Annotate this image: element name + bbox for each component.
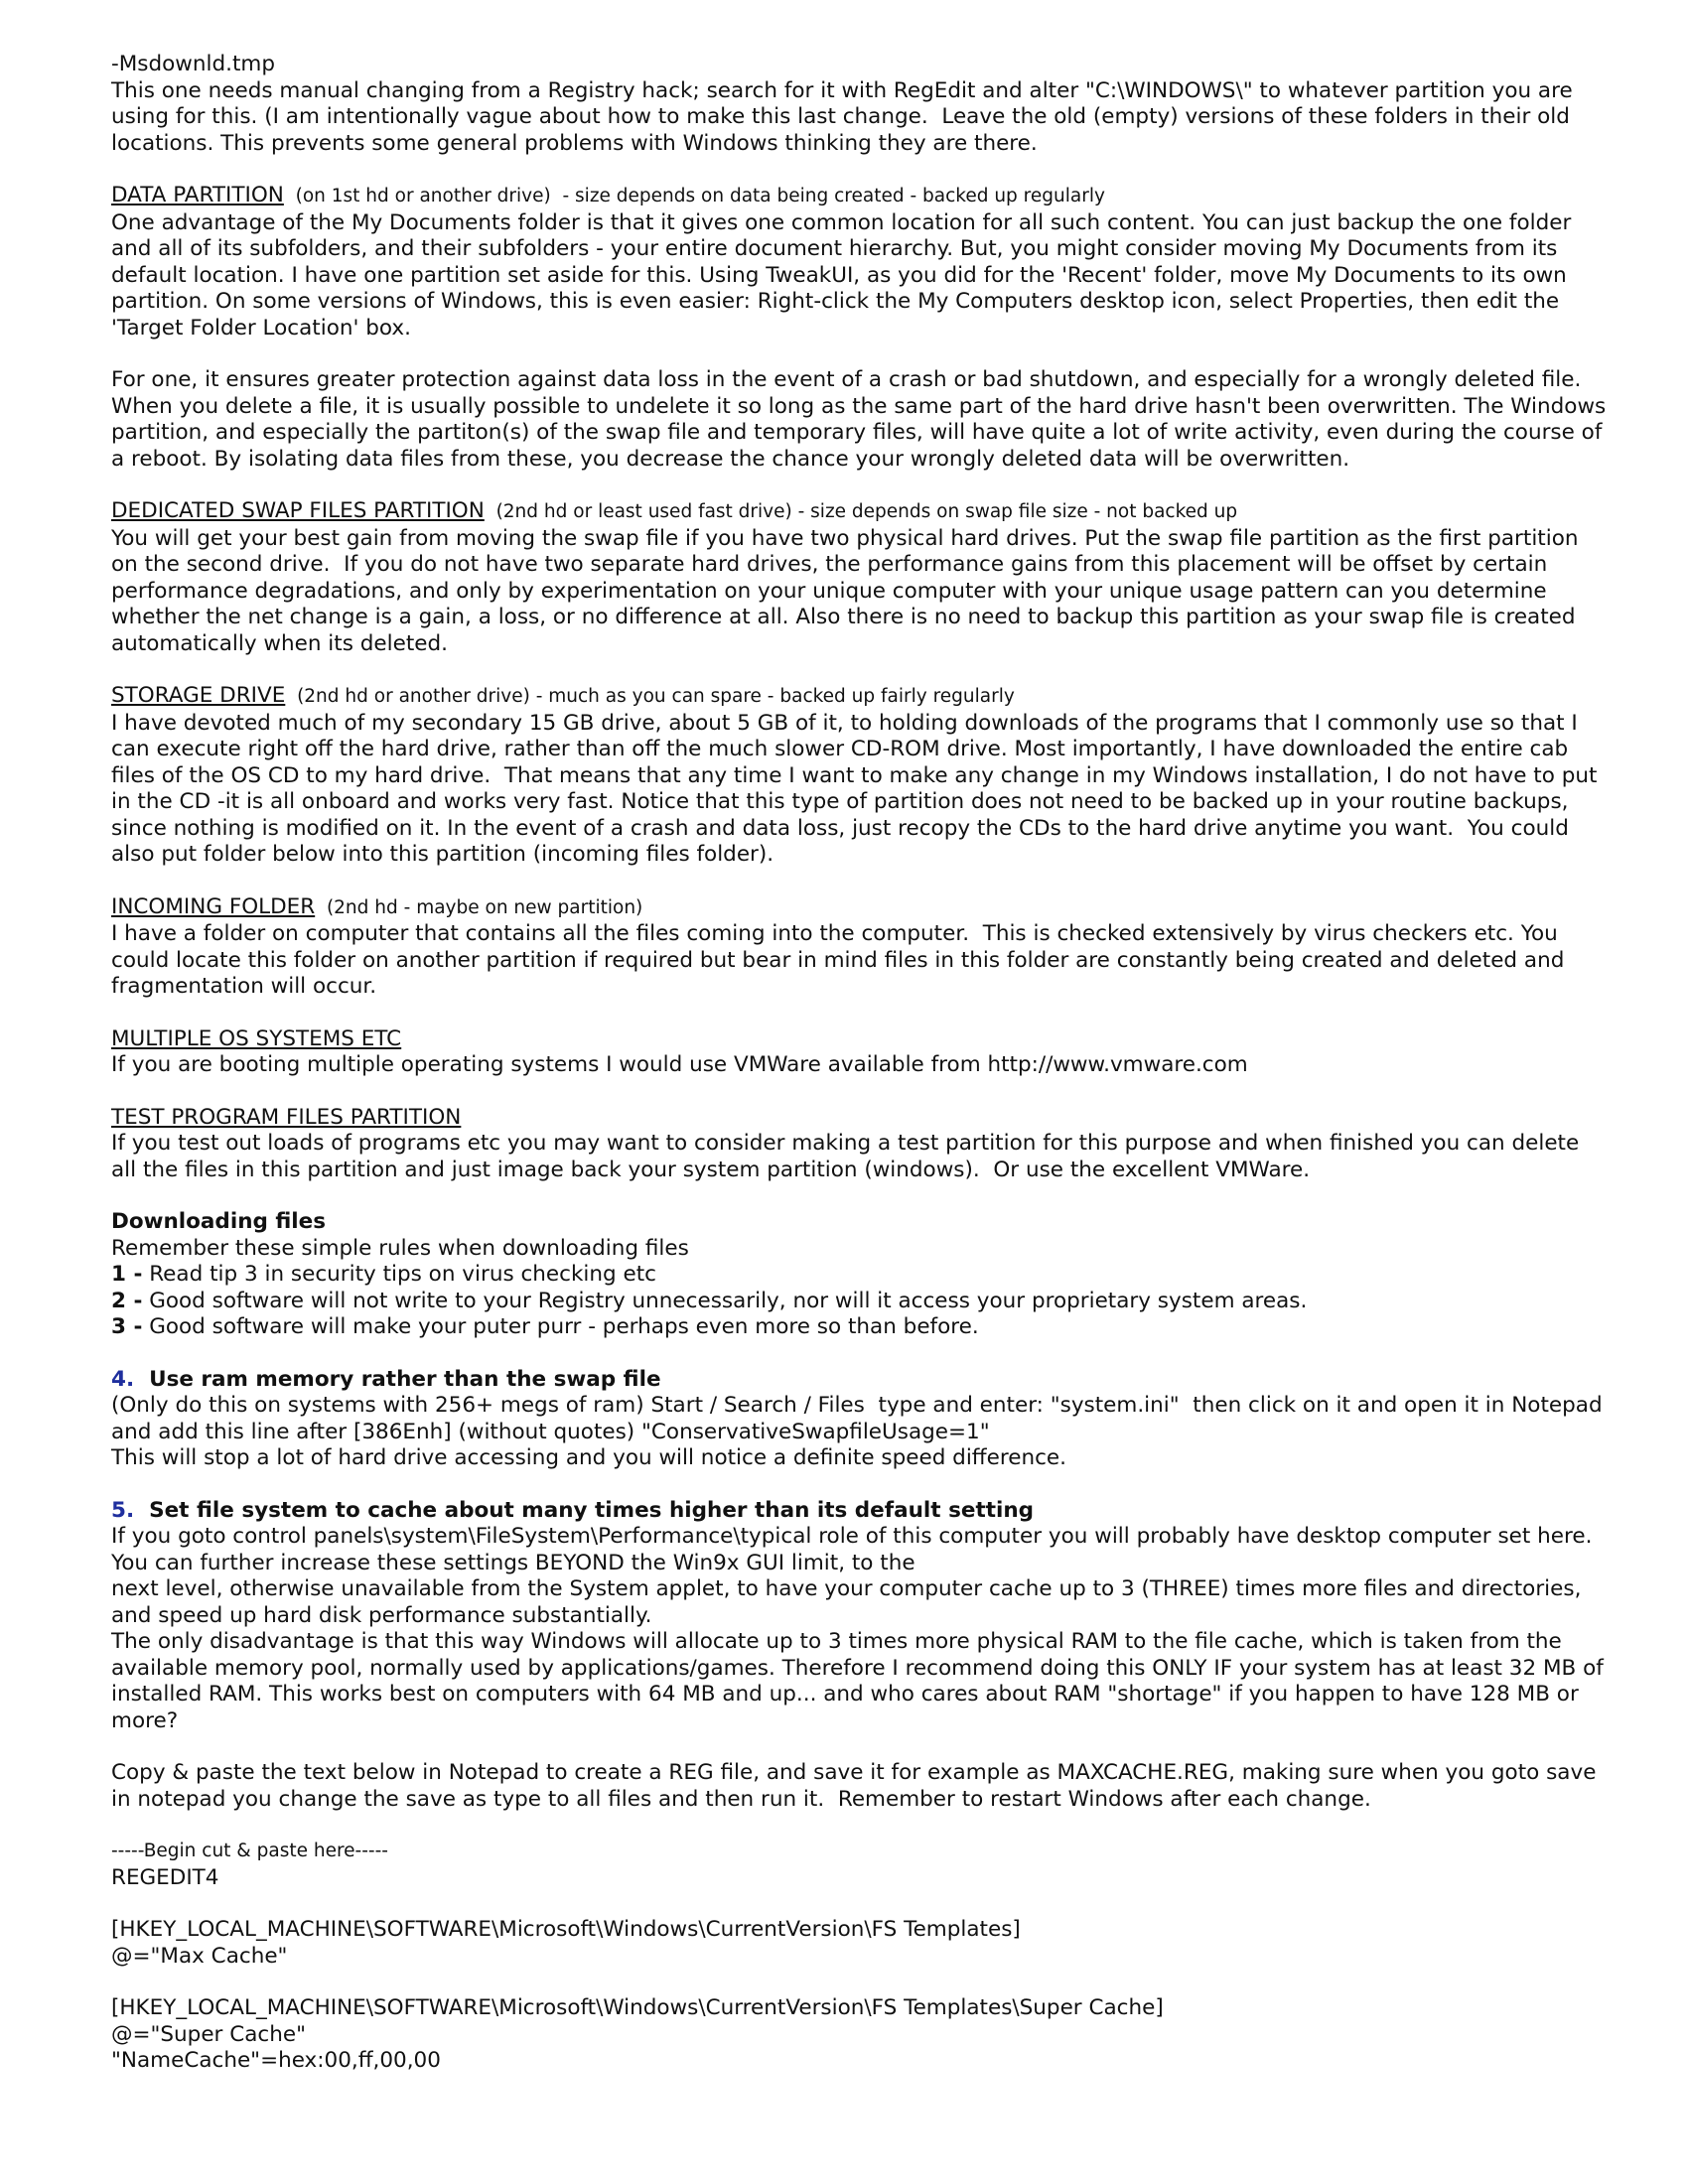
swap-partition-title: DEDICATED SWAP FILES PARTITION [111, 498, 485, 523]
intro-filename: -Msdownld.tmp [111, 52, 275, 76]
registry-begin-marker: -----Begin cut & paste here----- [111, 1841, 388, 1861]
downloading-intro: Remember these simple rules when downloading files [111, 1235, 689, 1261]
storage-drive-paragraph: I have devoted much of my secondary 15 GB drive, about 5 GB of it, to holding downloads of the programs that I commonly use so that I can execute right off the hard drive, rather than off the much slower CD-ROM drive. Most importantly, I have downloaded the entire cab files of the OS CD to my hard drive. That means that any time I want to make any change in my Windows installation, I do not have to put in the CD -it is all onboard and works very fast. Notice that this type of partition does not need to be backed up in your routine backups, since nothing is modified on it. In the event of a crash and data loss, just recopy the CDs to the hard drive anytime you want. You could also put folder below into this partition (incoming files folder). [111, 710, 1605, 867]
multiple-os-heading [111, 1026, 1611, 1053]
tip5-paragraph-2: next level, otherwise unavailable from the System applet, to have your computer cache up to 3 (THREE) times more files and directories, and speed up hard disk performance substantially. The only disadvantage is that this way Windows will allocate up to 3 times more physical RAM to the file cache, which is taken from the available memory pool, normally used by applications/games. Therefore I recommend doing this ONLY IF your system has at least 32 MB of installed RAM. This works best on computers with 64 MB and up... and who cares about RAM "shortage" if you happen to have 128 MB or more? [111, 1576, 1604, 1733]
storage-drive-note: (2nd hd or another drive) - much as you can spare - backed up fairly regularly [285, 686, 1015, 707]
test-partition-heading [111, 1105, 1611, 1132]
rule-text: Read tip 3 in security tips on virus checking etc [142, 1262, 656, 1287]
registry-value-1: @="Max Cache" [111, 1943, 288, 1969]
multiple-os-paragraph: If you are booting multiple operating systems I would use VMWare available from http://www.vmware.com [111, 1052, 1248, 1077]
rule-number: 1 - [111, 1262, 143, 1287]
intro-paragraph: This one needs manual changing from a Registry hack; search for it with RegEdit and alter "C:\WINDOWS\" to whatever partition you are using for this. (I am intentionally vague about how to make this last change. Leave the old (empty) versions of these folders in their old locations. This prevents some general problems with Windows thinking they are there. [111, 77, 1580, 156]
tip5-title: Set file system to cache about many times higher than its default setting [134, 1497, 1035, 1523]
tip5-paragraph-1: If you goto control panels\system\FileSystem\Performance\typical role of this computer you will probably have desktop computer set here. You can further increase these settings BEYOND the Win9x GUI limit, to the [111, 1524, 1607, 1575]
storage-drive-heading [111, 683, 1611, 711]
tip4-heading [111, 1367, 1611, 1394]
data-partition-heading [111, 183, 1611, 210]
incoming-folder-note: (2nd hd - maybe on new partition) [315, 896, 643, 918]
tip4-paragraph: (Only do this on systems with 256+ megs of ram) Start / Search / Files type and enter: "system.ini" then click on it and open it in Notepad and add this line after [386Enh] (without quotes) "ConservativeSwapfileUsage=1" This will stop a lot of hard drive accessing and you will notice a definite speed difference. [111, 1393, 1603, 1470]
storage-drive-title: STORAGE DRIVE [111, 683, 286, 708]
registry-key-1: [HKEY_LOCAL_MACHINE\SOFTWARE\Microsoft\Windows\CurrentVersion\FS Templates] [111, 1917, 1021, 1942]
rule-text: Good software will make your puter purr - perhaps even more so than before. [142, 1314, 979, 1339]
data-partition-paragraph-2: For one, it ensures greater protection against data loss in the event of a crash or bad shutdown, and especially for a wrongly deleted file. When you delete a file, it is usually possible to undelete it so long as the same part of the hard drive hasn't been overwritten. The Windows partition, and especially the partiton(s) of the swap file and temporary files, will have quite a lot of write activity, even during the course of a reboot. By isolating data files from these, you decrease the chance your wrongly deleted data will be overwritten. [111, 367, 1614, 472]
test-partition-paragraph: If you test out loads of programs etc you may want to consider making a test partition for this purpose and when finished you can delete all the files in this partition and just image back your system partition (windows). Or use the excellent VMWare. [111, 1131, 1587, 1182]
tip5-paragraph-3: Copy & paste the text below in Notepad to create a REG file, and save it for example as MAXCACHE.REG, making sure when you goto save in notepad you change the save as type to all files and then run it. Remember to restart Windows after each change. [111, 1760, 1604, 1812]
data-partition-title: DATA PARTITION [111, 183, 284, 207]
rule-number: 2 - [111, 1288, 143, 1313]
incoming-folder-heading [111, 894, 1611, 922]
downloading-rule [111, 1262, 1611, 1289]
rule-text: Good software will not write to your Registry unnecessarily, nor will it access your proprietary system areas. [142, 1288, 1308, 1313]
swap-partition-heading [111, 498, 1611, 526]
rule-number: 3 - [111, 1314, 143, 1339]
swap-partition-paragraph: You will get your best gain from moving the swap file if you have two physical hard drives. Put the swap file partition as the first partition on the second drive. If you do not have two separate hard drives, the performance gains from this placement will be offset by certain performance degradations, and only by experimentation on your unique computer with your unique usage pattern can you determine whether the net change is a gain, a loss, or no difference at all. Also there is no need to backup this partition as your swap file is created automatically when its deleted. [111, 525, 1586, 656]
downloading-rule [111, 1289, 1611, 1315]
registry-key-2: [HKEY_LOCAL_MACHINE\SOFTWARE\Microsoft\Windows\CurrentVersion\FS Templates\Super Cache] [111, 1995, 1164, 2020]
registry-value-3: "NameCache"=hex:00,ff,00,00 [111, 2048, 441, 2073]
tip5-heading [111, 1498, 1611, 1525]
tip5-number: 5. [111, 1497, 135, 1523]
registry-value-2: @="Super Cache" [111, 2021, 306, 2047]
tip4-title: Use ram memory rather than the swap file [134, 1366, 661, 1392]
downloading-rule [111, 1314, 1611, 1341]
data-partition-paragraph-1: One advantage of the My Documents folder is that it gives one common location for all such content. You can just backup the one folder and all of its subfolders, and their subfolders - your entire document hierarchy. But, you might consider moving My Documents from its default location. I have one partition set aside for this. Using TweakUI, as you did for the 'Recent' folder, move My Documents to its own partition. On some versions of Windows, this is even easier: Right-click the My Computers desktop icon, select Properties, then edit the 'Target Folder Location' box. [111, 209, 1579, 341]
document-page [111, 52, 1614, 2075]
incoming-folder-title: INCOMING FOLDER [111, 893, 316, 919]
downloading-title: Downloading files [111, 1209, 327, 1234]
registry-header: REGEDIT4 [111, 1864, 219, 1890]
swap-partition-note: (2nd hd or least used fast drive) - size depends on swap file size - not backed up [484, 501, 1238, 522]
multiple-os-title: MULTIPLE OS SYSTEMS ETC [111, 1025, 402, 1051]
incoming-folder-paragraph: I have a folder on computer that contains all the files coming into the computer. This is checked extensively by virus checkers etc. You could locate this folder on another partition if required but bear in mind files in this folder are constantly being created and deleted and fragmentation will occur. [111, 921, 1572, 999]
test-partition-title: TEST PROGRAM FILES PARTITION [111, 1104, 462, 1130]
data-partition-note: (on 1st hd or another drive) - size depends on data being created - backed up regularly [283, 186, 1105, 206]
tip4-number: 4. [111, 1366, 135, 1392]
